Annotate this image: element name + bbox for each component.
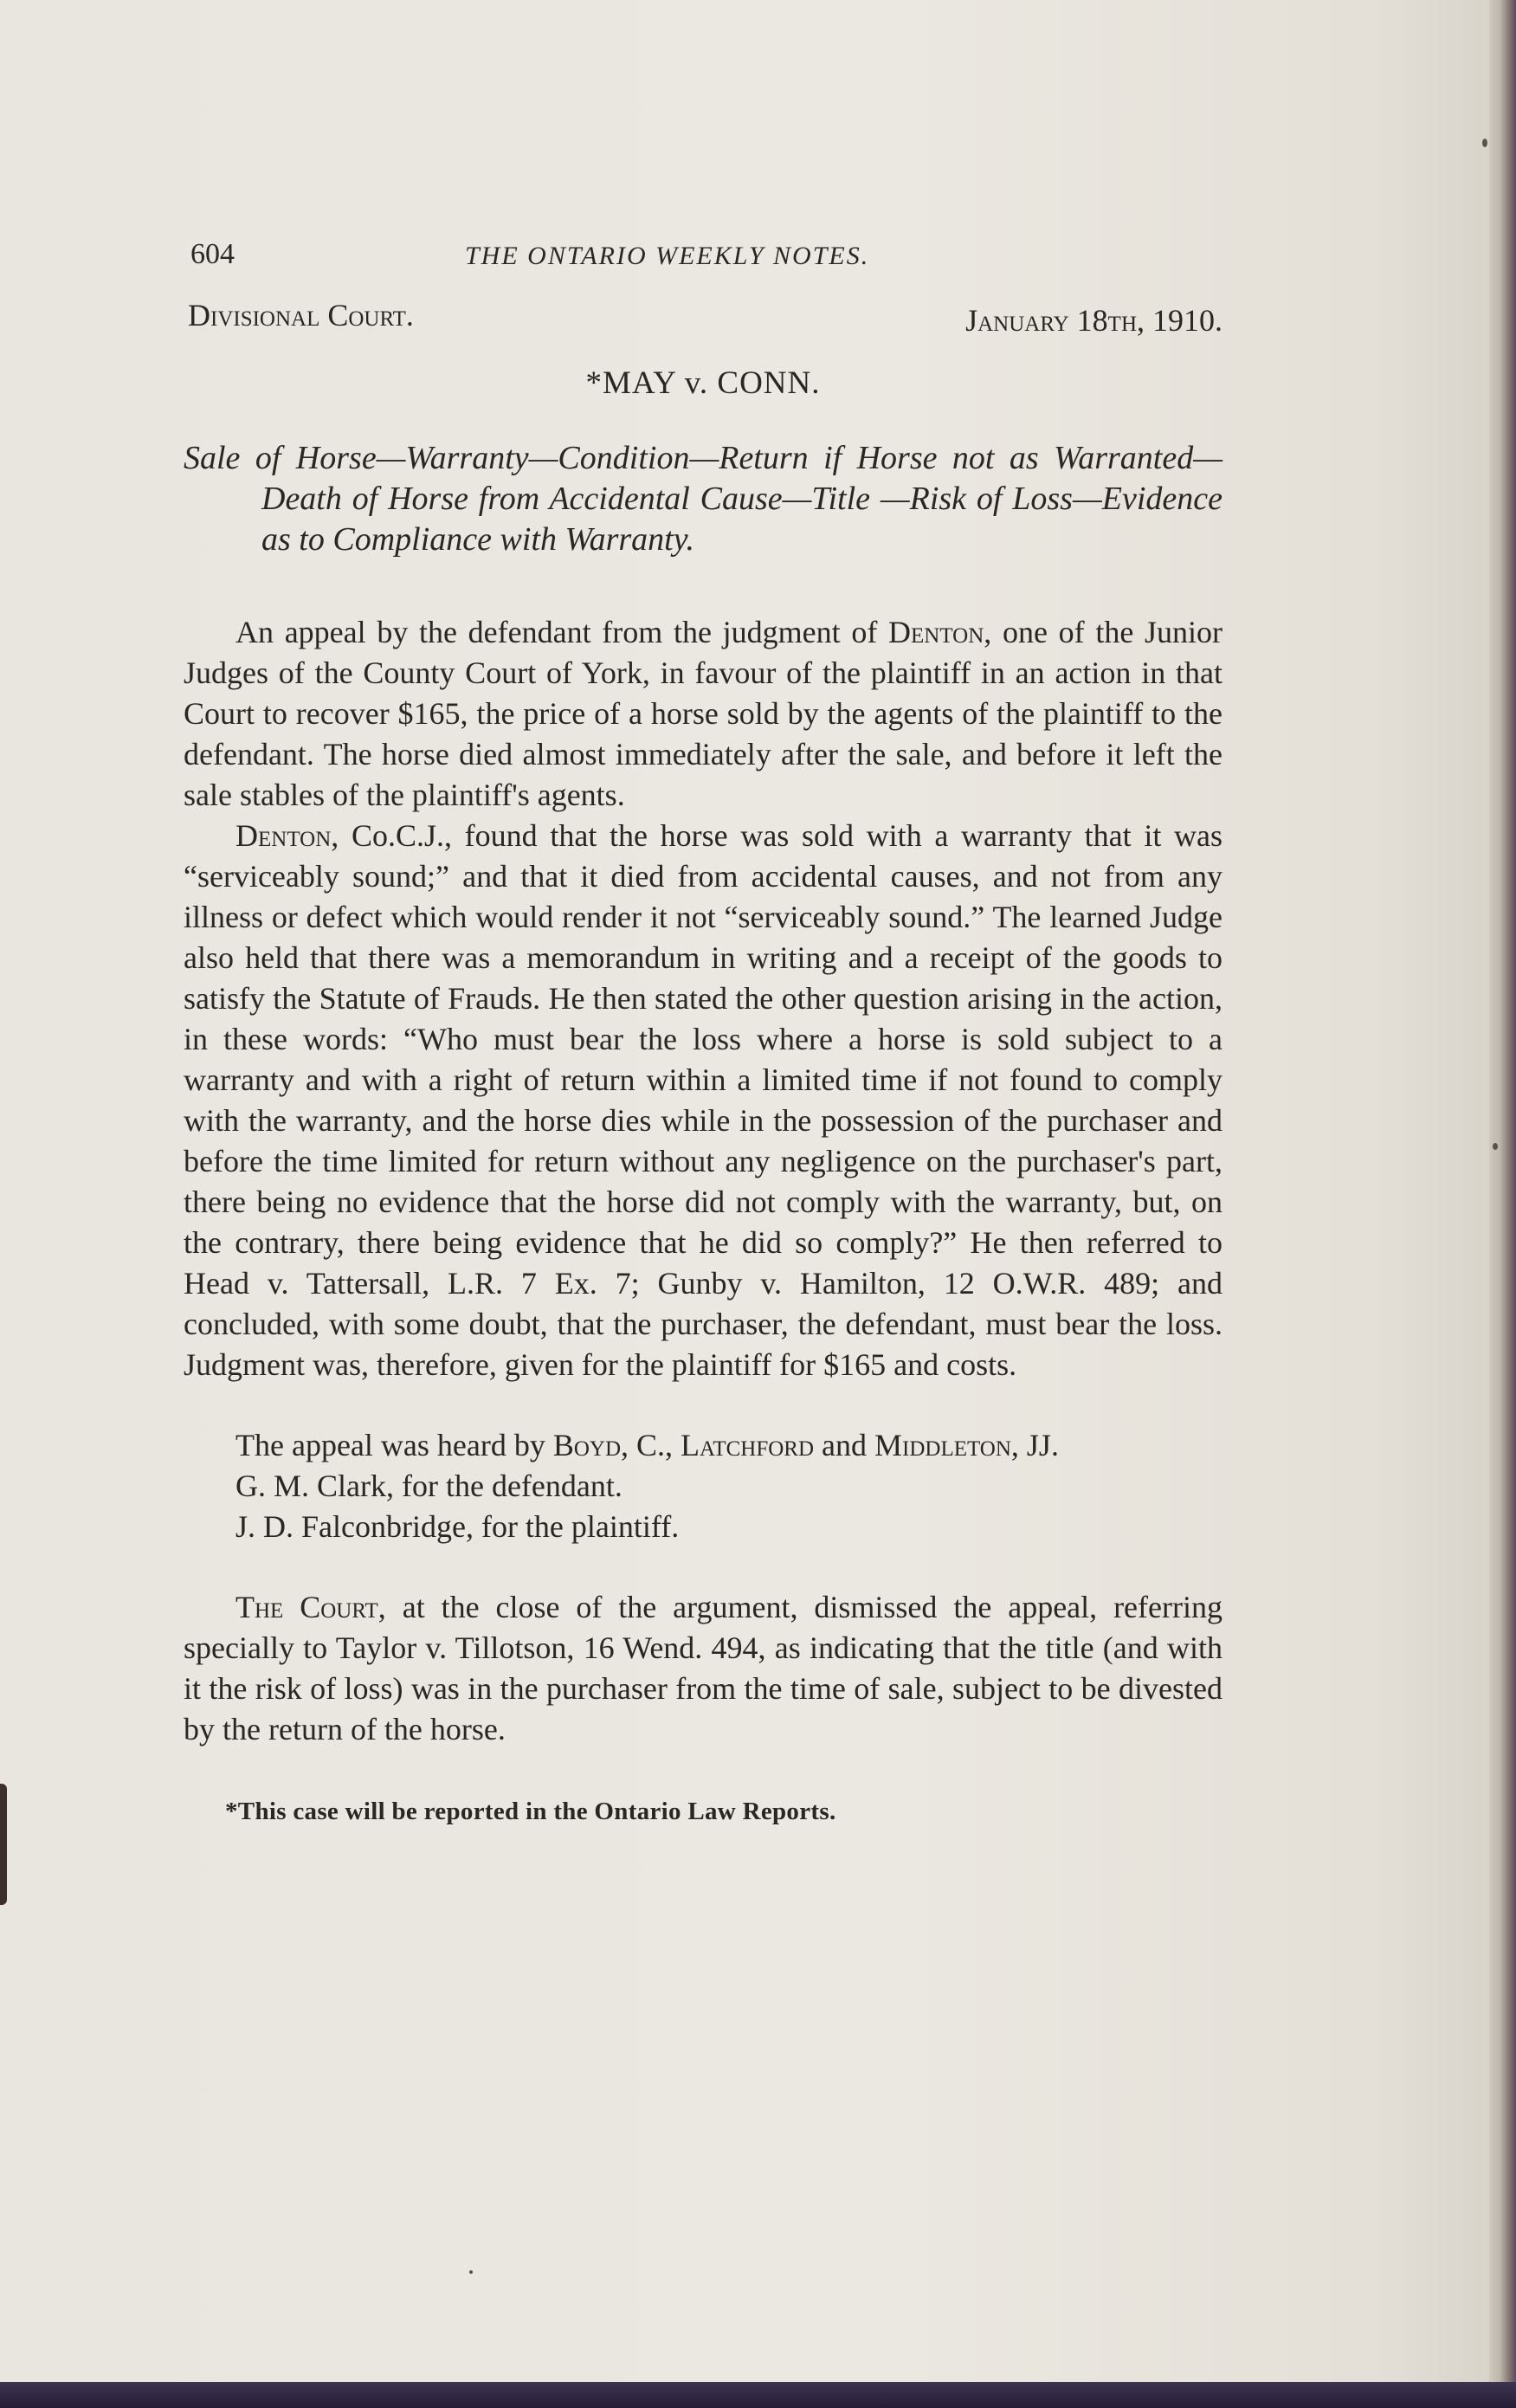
court-date-line — [184, 297, 1222, 365]
text-column — [184, 238, 1222, 1832]
book-edge-bottom — [0, 2382, 1516, 2408]
counsel-line: G. M. Clark, for the defendant. — [235, 1469, 623, 1503]
text-segment: An appeal by the defendant from the judgment of — [235, 615, 889, 649]
case-title: *MAY v. CONN. — [585, 365, 821, 401]
journal-title: THE ONTARIO WEEKLY NOTES. — [465, 242, 870, 270]
findings-paragraph — [184, 816, 1222, 1385]
counsel-line: J. D. Falconbridge, for the plaintiff. — [235, 1509, 680, 1544]
judge-name: Boyd — [552, 1428, 622, 1462]
court-name-inline: The Court — [235, 1590, 378, 1624]
judge-name: Denton — [235, 818, 332, 853]
paper-speck — [469, 2270, 473, 2274]
judge-name: Middleton — [874, 1428, 1011, 1462]
hearing-paragraph — [184, 1425, 1222, 1466]
judge-name: Latchford — [681, 1428, 815, 1462]
headnote: Sale of Horse—Warranty—Condition—Return if Horse not as Warranted—Death of Horse from Accidental Cause—Title —Risk of Loss—Evidence as to Compliance with Warranty. — [184, 440, 1222, 558]
text-segment: and — [814, 1428, 874, 1462]
footnote: *This case will be reported in the Ontario Law Reports. — [225, 1798, 836, 1825]
running-head — [184, 238, 1222, 285]
paper-speck — [1482, 139, 1487, 147]
text-segment: , at the close of the argument, dismissed the appeal, referring specially to Taylor v. Tillotson, 16 Wend. 494, as indicating that the title (and with it the risk of loss) was in the purchaser from the time of sale, subject to be divested by the return of the horse. — [184, 1590, 1222, 1746]
appeal-paragraph — [184, 612, 1222, 816]
binding-mark — [0, 1784, 7, 1905]
text-segment: , one of the Junior Judges of the County Court of York, in favour of the plaintiff in an action in that Court to recover $165, the price of a horse sold by the agents of the plaintiff to the defendant. The horse died almost immediately after the sale, and before it left the sale stables of the plaintiff's agents. — [184, 615, 1222, 812]
paper-speck — [1493, 1143, 1498, 1150]
book-edge-right — [1489, 0, 1516, 2408]
judgment-paragraph — [184, 1587, 1222, 1750]
text-segment: , Co.C.J., found that the horse was sold with a warranty that it was “serviceably sound;” and that it died from accidental causes, and not from any illness or defect which would render it not “serviceably sound.” The learned Judge also held that there was a memorandum in writing and a receipt of the goods to satisfy the Statute of Frauds. He then stated the other question arising in the action, in these words: “Who must bear the loss where a horse is sold subject to a warranty and with a right of return within a limited time if not found to comply with the warranty, and the horse dies while in the possession of the purchaser and before the time limited for return without any negligence on the purchaser's part, there being no evidence that the horse did not comply with the warranty, but, on the contrary, there being evidence that he did so comply?” He then referred to Head v. Tattersall, L.R. 7 Ex. 7; Gunby v. Hamilton, 12 O.W.R. 489; and concluded, with some doubt, that the purchaser, the defendant, must bear the loss. Judgment was, therefore, given for the plaintiff for $165 and costs. — [184, 818, 1222, 1382]
page-number: 604 — [190, 238, 235, 270]
text-segment: , C., — [621, 1428, 681, 1462]
text-segment: , JJ. — [1010, 1428, 1059, 1462]
judge-name: Denton — [888, 615, 984, 649]
court-name: Divisional Court. — [188, 298, 414, 332]
decision-date: January 18th, 1910. — [965, 303, 1222, 338]
text-segment: The appeal was heard by — [235, 1428, 553, 1462]
